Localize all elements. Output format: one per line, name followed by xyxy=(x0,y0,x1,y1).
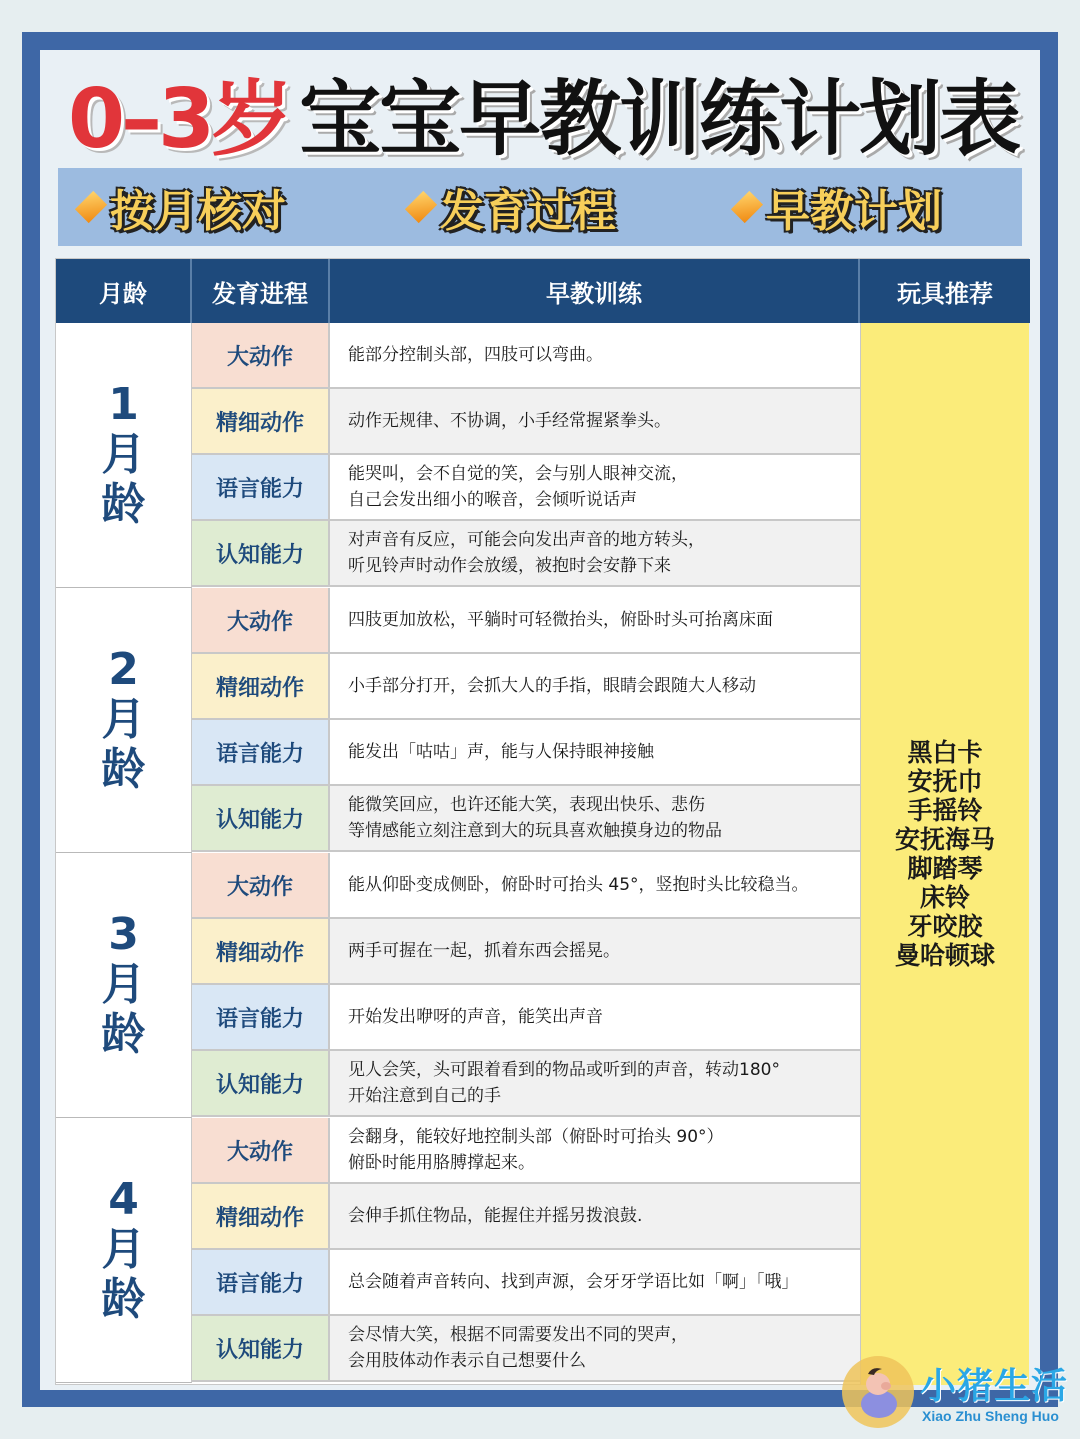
header-age: 月龄 xyxy=(56,259,192,323)
table-header xyxy=(56,259,1030,323)
category-cell: 语言能力 xyxy=(192,455,330,519)
category-cell: 大动作 xyxy=(192,323,330,387)
age-unit: 月 xyxy=(101,1224,146,1275)
category-cell: 语言能力 xyxy=(192,720,330,784)
toy-item: 曼哈顿球 xyxy=(894,941,995,970)
feature-tag-label: 按月核对 xyxy=(110,186,286,237)
table-row xyxy=(192,389,860,455)
training-text: 会伸手抓住物品，能握住并摇另拨浪鼓. xyxy=(348,1206,643,1226)
table-row xyxy=(192,455,860,521)
training-text: 俯卧时能用胳膊撑起来。 xyxy=(348,1153,535,1173)
training-text: 动作无规律、不协调，小手经常握紧拳头。 xyxy=(348,411,671,431)
category-cell: 大动作 xyxy=(192,1118,330,1182)
feature-tag xyxy=(78,168,286,246)
month-block-3 xyxy=(56,853,860,1118)
title-main: 宝宝早教训练计划表 xyxy=(299,71,1020,167)
logo-text-en: Xiao Zhu Sheng Huo xyxy=(922,1408,1059,1424)
toy-item: 安抚巾 xyxy=(907,767,983,796)
month-block-2 xyxy=(56,588,860,853)
toy-item: 手摇铃 xyxy=(907,796,983,825)
training-text: 开始发出咿呀的声音，能笑出声音 xyxy=(348,1007,603,1027)
category-cell: 精细动作 xyxy=(192,919,330,983)
toy-item: 牙咬胶 xyxy=(907,912,983,941)
training-text: 小手部分打开，会抓大人的手指，眼睛会跟随大人移动 xyxy=(348,676,756,696)
header-training: 早教训练 xyxy=(330,259,860,323)
category-cell: 精细动作 xyxy=(192,1184,330,1248)
table-row xyxy=(192,521,860,587)
age-cell xyxy=(56,588,192,853)
age-unit: 龄 xyxy=(101,479,146,530)
brand-logo xyxy=(842,1356,1072,1432)
orange-diamond-icon xyxy=(405,191,437,223)
table-row xyxy=(192,1051,860,1117)
table-row xyxy=(192,323,860,389)
training-text: 能部分控制头部，四肢可以弯曲。 xyxy=(348,345,603,365)
feature-tag xyxy=(734,168,942,246)
training-plan-table xyxy=(55,258,1029,1385)
feature-tag xyxy=(408,168,616,246)
training-text: 四肢更加放松，平躺时可轻微抬头，俯卧时头可抬离床面 xyxy=(348,610,773,630)
orange-diamond-icon xyxy=(731,191,763,223)
category-cell: 大动作 xyxy=(192,853,330,917)
age-unit: 月 xyxy=(101,959,146,1010)
page-title xyxy=(68,62,1028,167)
category-cell: 认知能力 xyxy=(192,1051,330,1115)
age-unit: 月 xyxy=(101,429,146,480)
training-text: 会翻身，能较好地控制头部（俯卧时可抬头 90°） xyxy=(348,1127,724,1147)
toy-item: 床铃 xyxy=(919,883,970,912)
training-text: 两手可握在一起，抓着东西会摇晃。 xyxy=(348,941,620,961)
age-number: 1 xyxy=(108,379,139,430)
table-row xyxy=(192,1118,860,1184)
category-cell: 语言能力 xyxy=(192,985,330,1049)
training-text: 开始注意到自己的手 xyxy=(348,1086,501,1106)
training-text: 自己会发出细小的喉音，会倾听说话声 xyxy=(348,490,637,510)
training-text: 会用肢体动作表示自己想要什么 xyxy=(348,1351,586,1371)
toy-item: 黑白卡 xyxy=(907,738,983,767)
training-text: 能从仰卧变成侧卧，俯卧时可抬头 45°，竖抱时头比较稳当。 xyxy=(348,875,809,895)
age-unit: 月 xyxy=(101,694,146,745)
training-text: 能微笑回应，也许还能大笑，表现出快乐、悲伤 xyxy=(348,795,705,815)
table-row xyxy=(192,588,860,654)
age-number: 3 xyxy=(108,909,139,960)
toy-recommendations xyxy=(860,323,1029,1385)
category-cell: 认知能力 xyxy=(192,786,330,850)
table-row xyxy=(192,1250,860,1316)
feature-tag-label: 早教计划 xyxy=(766,186,942,237)
training-text: 能发出「咕咕」声，能与人保持眼神接触 xyxy=(348,742,654,762)
table-row xyxy=(192,985,860,1051)
training-text: 总会随着声音转向、找到声源，会牙牙学语比如「啊」「哦」 xyxy=(348,1272,799,1292)
age-cell xyxy=(56,323,192,588)
age-cell xyxy=(56,853,192,1118)
logo-text-cn: 小猪生活 xyxy=(920,1366,1069,1407)
title-age-range: 0–3岁 xyxy=(68,71,290,167)
age-cell xyxy=(56,1118,192,1383)
toy-item: 脚踏琴 xyxy=(907,854,983,883)
month-block-4 xyxy=(56,1118,860,1383)
table-row xyxy=(192,919,860,985)
training-text: 见人会笑，头可跟着看到的物品或听到的声音，转动180° xyxy=(348,1060,780,1080)
table-row xyxy=(192,1316,860,1382)
category-cell: 语言能力 xyxy=(192,1250,330,1314)
training-text: 听见铃声时动作会放缓，被抱时会安静下来 xyxy=(348,556,671,576)
table-row xyxy=(192,720,860,786)
header-development: 发育进程 xyxy=(192,259,330,323)
category-cell: 精细动作 xyxy=(192,654,330,718)
month-block-1 xyxy=(56,323,860,588)
pig-mascot-icon xyxy=(856,1364,902,1420)
table-row xyxy=(192,853,860,919)
category-cell: 认知能力 xyxy=(192,521,330,585)
training-text: 能哭叫，会不自觉的笑，会与别人眼神交流， xyxy=(348,464,688,484)
category-cell: 精细动作 xyxy=(192,389,330,453)
table-row xyxy=(192,1184,860,1250)
table-row xyxy=(192,786,860,852)
age-unit: 龄 xyxy=(101,1009,146,1060)
toy-item: 安抚海马 xyxy=(894,825,995,854)
orange-diamond-icon xyxy=(75,191,107,223)
training-text: 等情感能立刻注意到大的玩具喜欢触摸身边的物品 xyxy=(348,821,722,841)
age-unit: 龄 xyxy=(101,744,146,795)
training-text: 对声音有反应，可能会向发出声音的地方转头， xyxy=(348,530,705,550)
category-cell: 大动作 xyxy=(192,588,330,652)
category-cell: 认知能力 xyxy=(192,1316,330,1380)
age-number: 2 xyxy=(108,644,139,695)
training-text: 会尽情大笑，根据不同需要发出不同的哭声， xyxy=(348,1325,688,1345)
table-row xyxy=(192,654,860,720)
header-toys: 玩具推荐 xyxy=(897,279,993,308)
feature-tags-bar xyxy=(58,168,1022,246)
age-unit: 龄 xyxy=(101,1274,146,1325)
feature-tag-label: 发育过程 xyxy=(440,186,616,237)
age-number: 4 xyxy=(108,1174,139,1225)
